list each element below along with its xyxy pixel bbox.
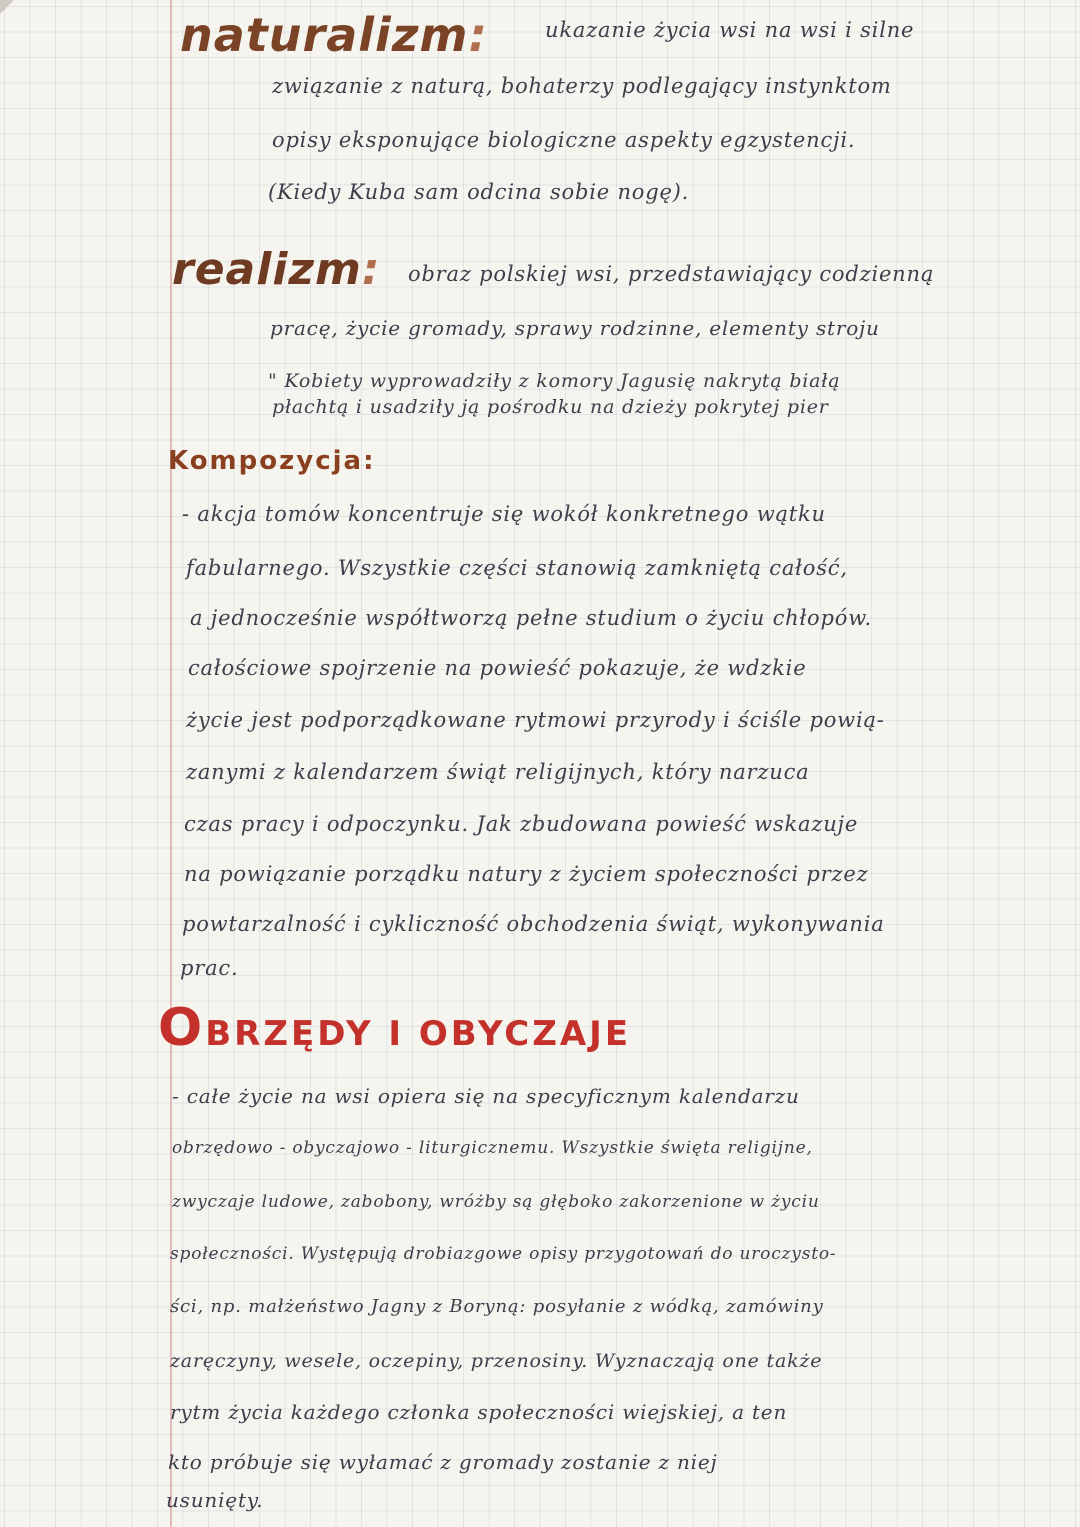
kompozycja-heading: Kompozycja: — [168, 446, 376, 476]
obrzedy-line-3: zwyczaje ludowe, zabobony, wróżby są głęboko zakorzenione w życiu — [172, 1192, 820, 1212]
realizm-line-3: " Kobiety wyprowadziły z komory Jagusię nakrytą białą — [268, 370, 841, 392]
obrzedy-line-2: obrzędowo - obyczajowo - liturgicznemu. Wszystkie święta religijne, — [172, 1138, 813, 1158]
kompozycja-line-10: prac. — [180, 956, 239, 980]
obrzedy-line-1: - całe życie na wsi opiera się na specyficznym kalendarzu — [172, 1084, 800, 1108]
obrzedy-line-6: zaręczyny, wesele, oczepiny, przenosiny. Wyznaczają one także — [170, 1350, 823, 1372]
kompozycja-line-2: fabularnego. Wszystkie części stanowią zamkniętą całość, — [186, 556, 848, 580]
kompozycja-line-5: życie jest podporządkowane rytmowi przyrody i ściśle powią- — [186, 708, 885, 732]
naturalizm-term: naturalizm: — [180, 8, 488, 62]
obrzedy-heading-rest: BRZĘDY I OBYCZAJE — [205, 1014, 632, 1054]
realizm-line-2: pracę, życie gromady, sprawy rodzinne, elementy stroju — [270, 316, 880, 340]
naturalizm-line-1: ukazanie życia wsi na wsi i silne — [545, 18, 915, 42]
kompozycja-line-1: - akcja tomów koncentruje się wokół konkretnego wątku — [182, 502, 826, 526]
naturalizm-line-4: (Kiedy Kuba sam odcina sobie nogę). — [268, 180, 690, 204]
obrzedy-line-7: rytm życia każdego członka społeczności wiejskiej, a ten — [170, 1400, 788, 1424]
realizm-line-1: obraz polskiej wsi, przedstawiający codzienną — [408, 262, 935, 286]
kompozycja-line-8: na powiązanie porządku natury z życiem społeczności przez — [184, 862, 869, 886]
naturalizm-line-2: związanie z naturą, bohaterzy podlegający instynktom — [272, 74, 892, 98]
obrzedy-heading-initial: O — [158, 998, 206, 1058]
page-corner — [0, 0, 14, 14]
kompozycja-line-6: zanymi z kalendarzem świąt religijnych, który narzuca — [186, 760, 810, 784]
kompozycja-line-3: a jednocześnie współtworzą pełne studium o życiu chłopów. — [190, 606, 872, 630]
realizm-term: realizm: — [172, 244, 381, 295]
naturalizm-line-3: opisy eksponujące biologiczne aspekty egzystencji. — [272, 128, 856, 152]
obrzedy-line-4: społeczności. Występują drobiazgowe opisy przygotowań do uroczysto- — [170, 1244, 837, 1264]
obrzedy-heading — [158, 998, 631, 1058]
realizm-line-4: płachtą i usadziły ją pośrodku na dzieży pokrytej pier — [272, 396, 829, 418]
kompozycja-line-9: powtarzalność i cykliczność obchodzenia świąt, wykonywania — [182, 912, 885, 936]
obrzedy-line-9: usunięty. — [166, 1488, 264, 1512]
kompozycja-line-4: całościowe spojrzenie na powieść pokazuje, że wdzkie — [188, 656, 807, 680]
kompozycja-line-7: czas pracy i odpoczynku. Jak zbudowana powieść wskazuje — [184, 812, 859, 836]
obrzedy-line-8: kto próbuje się wyłamać z gromady zostanie z niej — [168, 1450, 718, 1474]
obrzedy-line-5: ści, np. małżeństwo Jagny z Boryną: posyłanie z wódką, zamówiny — [170, 1296, 824, 1317]
